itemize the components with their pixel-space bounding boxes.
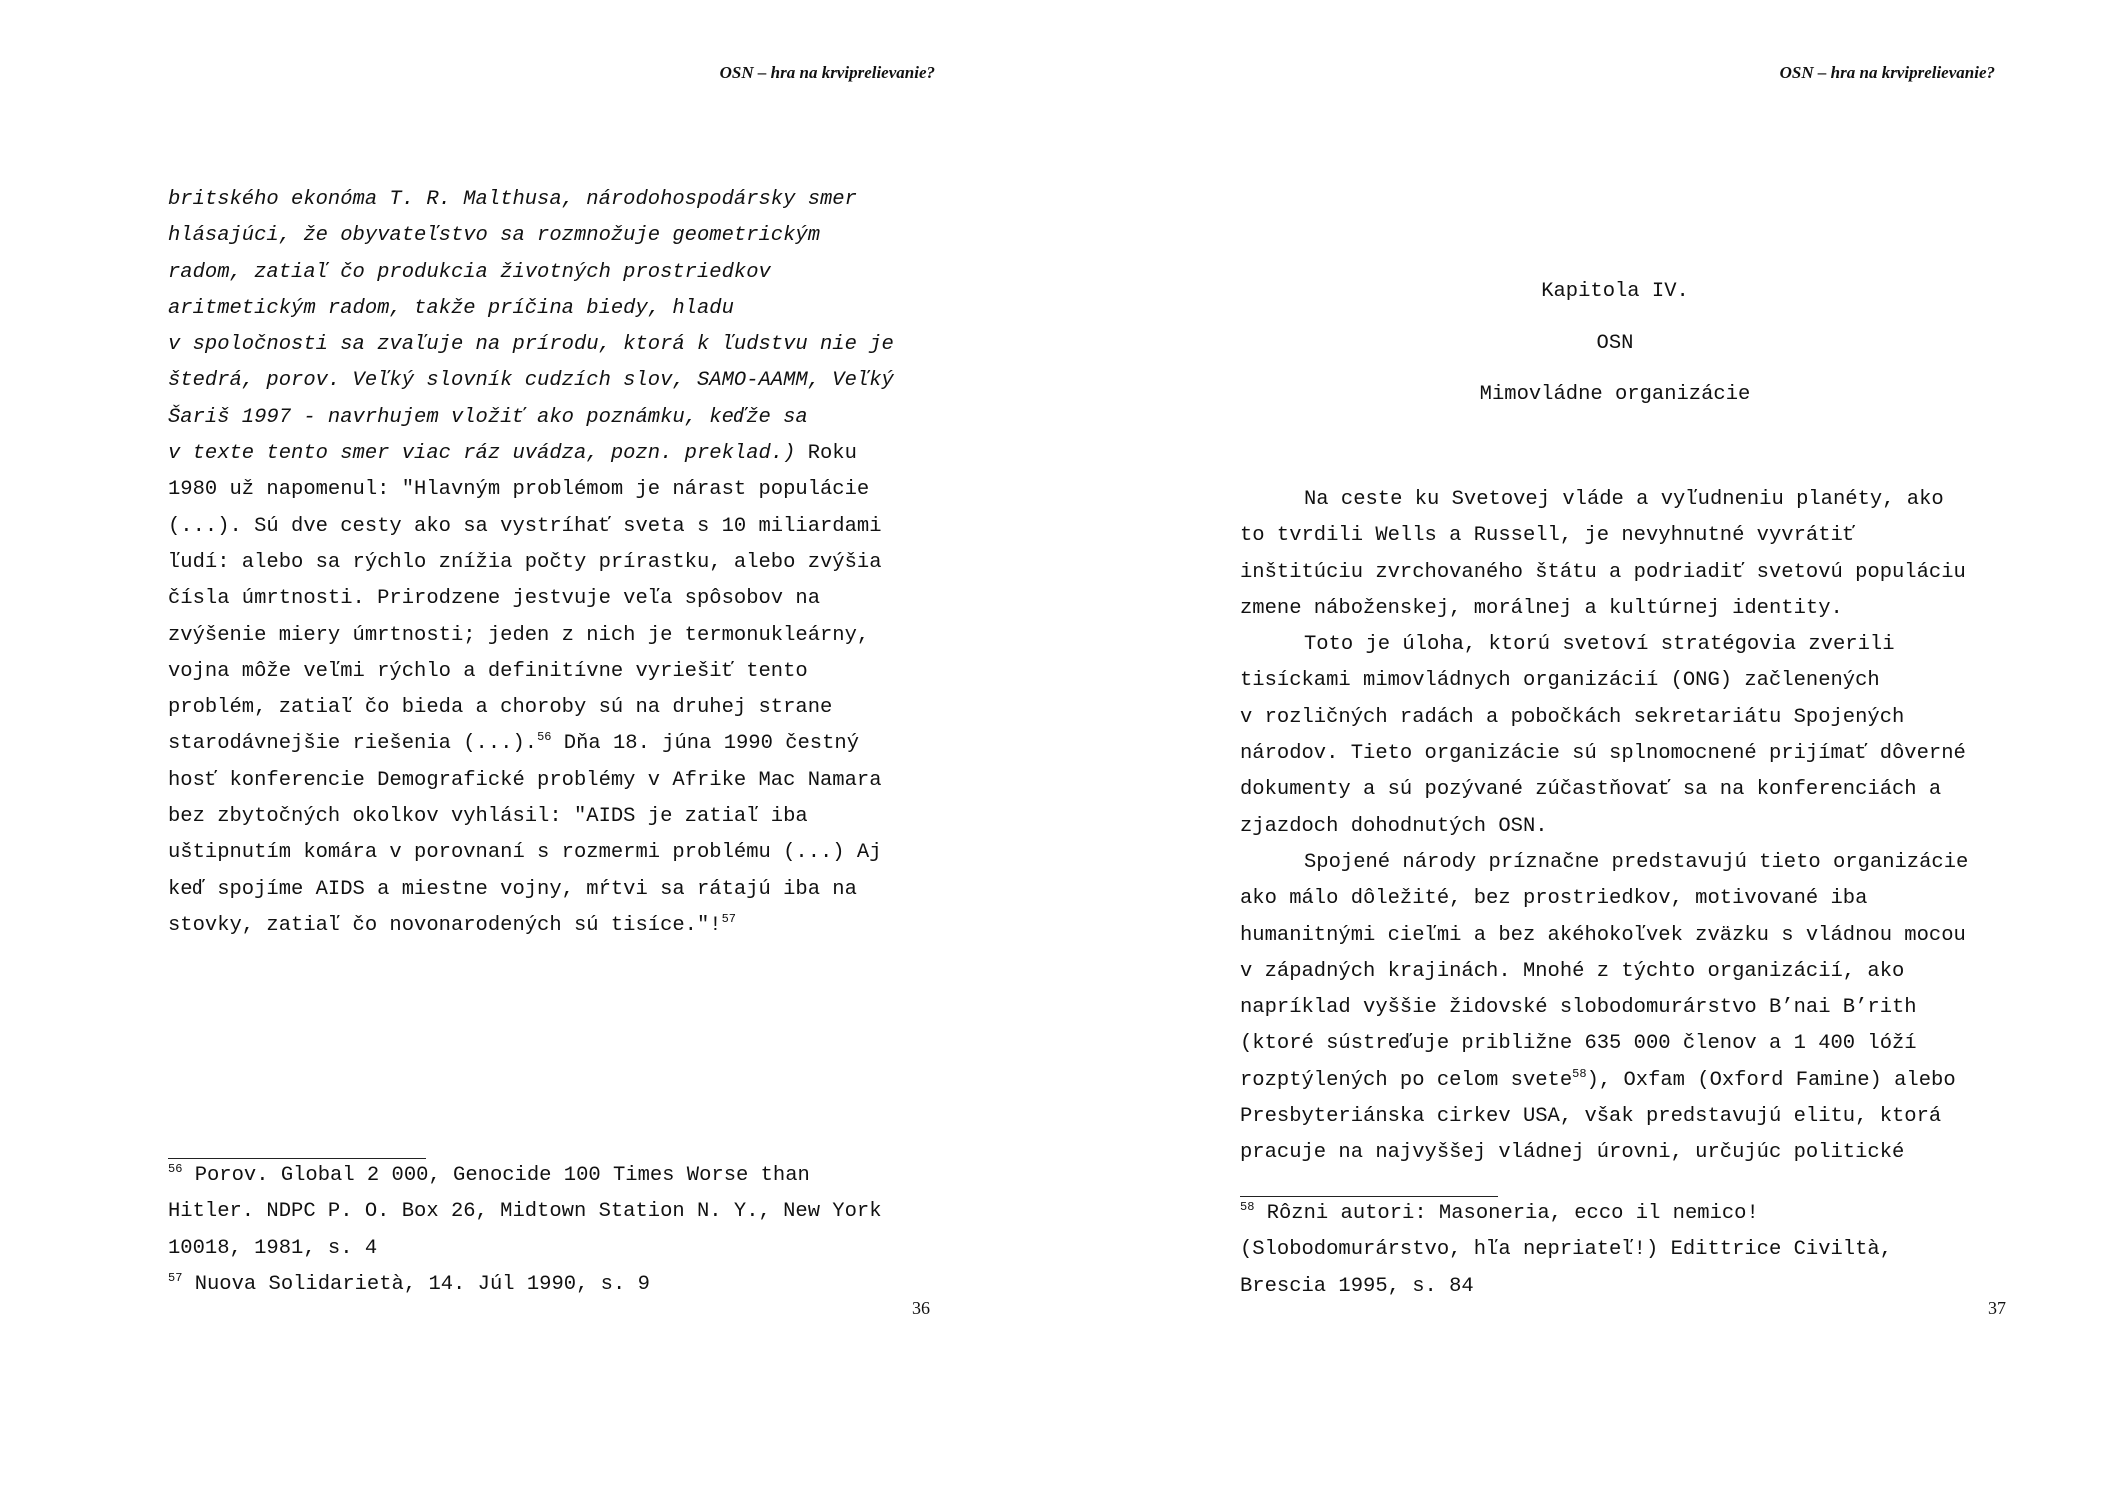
footnote-line: Brescia 1995, s. 84: [1240, 1274, 1474, 1298]
text-line: [168, 908, 894, 944]
footnote-ref[interactable]: 58: [1572, 1066, 1587, 1081]
text-line: Na ceste ku Svetovej vláde a vyľudneniu planéty, ako: [1304, 488, 1944, 511]
text-fragment: Dňa 18. júna 1990 čestný: [551, 732, 860, 756]
footnote-number: 58: [1240, 1200, 1255, 1215]
text-line: humanitnými cieľmi a bez akéhokoľvek zväzku s vládnou mocou: [1240, 923, 1966, 947]
text-line: britského ekonóma T. R. Malthusa, národohospodársky smer: [168, 188, 857, 211]
text-line: hosť konferencie Demografické problémy v Afrike Mac Namara: [168, 768, 882, 792]
text-line: 1980 už napomenul: "Hlavným problémom je nárast populácie: [168, 478, 870, 502]
text-fragment: v texte tento smer viac ráz uvádza, pozn. preklad.): [168, 442, 796, 466]
footnote-56: [168, 1158, 882, 1194]
chapter-label: Kapitola IV.: [1541, 280, 1689, 303]
text-line: ako málo dôležité, bez prostriedkov, motivované iba: [1240, 887, 1868, 911]
chapter-heading: [1228, 0, 2002, 420]
footnote-number: 57: [168, 1271, 183, 1286]
text-line: problém, zatiaľ čo bieda a choroby sú na druhej strane: [168, 696, 833, 720]
text-fragment: Roku: [795, 442, 857, 466]
footnote-ref[interactable]: 56: [537, 730, 552, 745]
running-header: OSN – hra na krviprelievanie?: [1779, 63, 1995, 82]
footnote-line: Hitler. NDPC P. O. Box 26, Midtown Station N. Y., New York: [168, 1200, 882, 1224]
text-line: ľudí: alebo sa rýchlo znížia počty prírastku, alebo zvýšia: [168, 550, 882, 574]
text-line: Toto je úloha, ktorú svetoví stratégovia zverili: [1304, 633, 1895, 657]
footnote-text: Porov. Global 2 000, Genocide 100 Times Worse than: [182, 1164, 810, 1187]
text-line: (ktoré sústreďuje približne 635 000 členov a 1 400 lóží: [1240, 1032, 1917, 1056]
text-line: pracuje na najvyššej vládnej úrovni, určujúc politické: [1240, 1141, 1905, 1165]
page-number: 37: [1988, 1298, 2006, 1318]
text-line: čísla úmrtnosti. Prirodzene jestvuje veľa spôsobov na: [168, 587, 821, 611]
running-header: OSN – hra na krviprelievanie?: [719, 63, 935, 82]
text-line: inštitúciu zvrchovaného štátu a podriadiť svetovú populáciu: [1240, 560, 1966, 584]
text-line: aritmetickým radom, takže príčina biedy, hladu: [168, 296, 734, 320]
text-line: zvýšenie miery úmrtnosti; jeden z nich je termonukleárny,: [168, 623, 870, 647]
text-fragment: stovky, zatiaľ čo novonarodených sú tisíce."!: [168, 913, 722, 937]
chapter-subtitle: Mimovládne organizácie: [1479, 383, 1751, 406]
text-line: národov. Tieto organizácie sú splnomocnené prijímať dôverné: [1240, 742, 1966, 766]
page-number: 36: [912, 1298, 930, 1318]
text-line: hlásajúci, že obyvateľstvo sa rozmnožuje geometrickým: [168, 224, 821, 248]
chapter-title: OSN: [1596, 332, 1634, 355]
footnote-58: [1240, 1196, 1892, 1232]
text-line: to tvrdili Wells a Russell, je nevyhnutné vyvrátiť: [1240, 524, 1856, 548]
text-line: v spoločnosti sa zvaľuje na prírodu, ktorá k ľudstvu nie je: [168, 333, 894, 357]
text-line: Presbyteriánska cirkev USA, však predstavujú elitu, ktorá: [1240, 1105, 1942, 1129]
text-line: v západných krajinách. Mnohé z týchto organizácií, ako: [1240, 959, 1905, 983]
text-line: napríklad vyššie židovské slobodomurárstvo B’nai B’rith: [1240, 996, 1917, 1020]
text-line: vojna môže veľmi rýchlo a definitívne vyriešiť tento: [168, 659, 808, 683]
text-line: štedrá, porov. Veľký slovník cudzích slov, SAMO-AAMM, Veľký: [168, 369, 894, 393]
text-fragment: ), Oxfam (Oxford Famine) alebo: [1586, 1068, 1956, 1092]
footnotes: [168, 1158, 882, 1303]
footnote-number: 56: [168, 1162, 183, 1177]
text-line: v rozličných radách a pobočkách sekretariátu Spojených: [1240, 705, 1905, 729]
text-line: tisíckami mimovládnych organizácií (ONG) začlenených: [1240, 669, 1880, 693]
footnote-text: Nuova Solidarietà, 14. Júl 1990, s. 9: [182, 1272, 650, 1296]
text-line: zmene náboženskej, morálnej a kultúrnej identity.: [1240, 596, 1843, 620]
body-text: [1240, 482, 1968, 1172]
text-line: dokumenty a sú pozývané zúčastňovať sa na konferenciách a: [1240, 778, 1942, 802]
text-fragment: starodávnejšie riešenia (...).: [168, 732, 538, 756]
text-line: Spojené národy príznačne predstavujú tieto organizácie: [1304, 850, 1969, 874]
footnote-text: Rôzni autori: Masoneria, ecco il nemico!: [1254, 1202, 1759, 1225]
text-line: [168, 436, 894, 472]
text-fragment: rozptýlených po celom svete: [1240, 1068, 1573, 1092]
footnote-line: (Slobodomurárstvo, hľa nepriateľ!) Edittrice Civiltà,: [1240, 1238, 1893, 1262]
text-line: [168, 726, 894, 762]
text-line: (...). Sú dve cesty ako sa vystríhať sveta s 10 miliardami: [168, 514, 882, 538]
body-text: [168, 182, 894, 944]
text-line: radom, zatiaľ čo produkcia životných prostriedkov: [168, 260, 771, 284]
text-line: [1240, 1063, 1968, 1099]
footnote-ref[interactable]: 57: [721, 912, 736, 927]
text-line: uštipnutím komára v porovnaní s rozmermi problému (...) Aj: [168, 841, 882, 865]
footnote-line: 10018, 1981, s. 4: [168, 1236, 378, 1260]
footnotes: [1240, 1196, 1892, 1305]
text-line: keď spojíme AIDS a miestne vojny, mŕtvi sa rátajú iba na: [168, 877, 857, 901]
footnote-57: [168, 1267, 882, 1303]
text-line: bez zbytočných okolkov vyhlásil: "AIDS je zatiaľ iba: [168, 805, 808, 829]
text-line: Šariš 1997 - navrhujem vložiť ako poznámku, keďže sa: [168, 405, 808, 429]
text-line: zjazdoch dohodnutých OSN.: [1240, 814, 1548, 838]
